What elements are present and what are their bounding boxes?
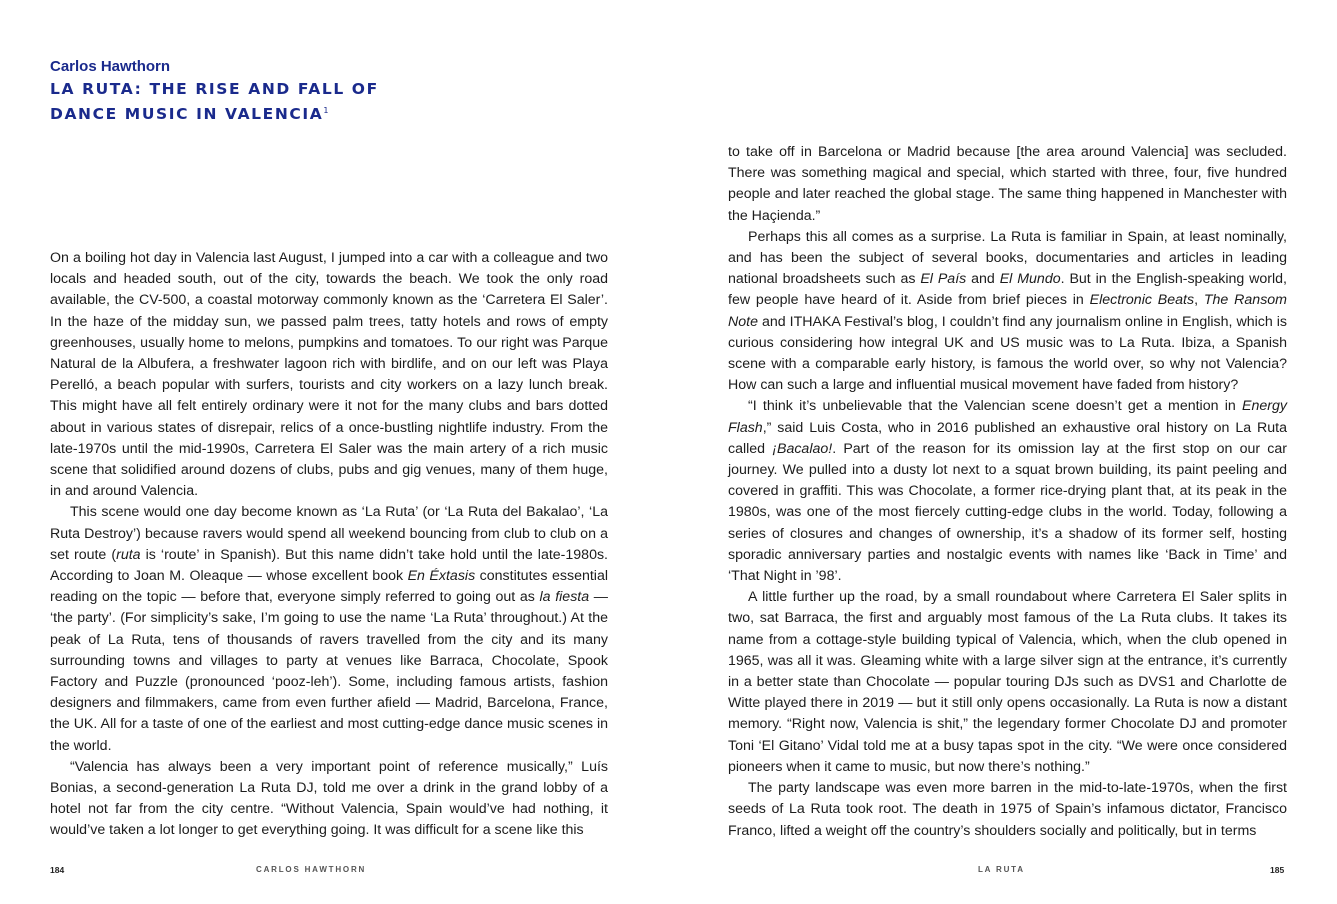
left-page — [0, 0, 668, 904]
paragraph: “I think it’s unbelievable that the Valencian scene doesn’t get a mention in Energy Flash,” said Luis Costa, who in 2016 published an exhaustive oral history on La Ruta called ¡Bacalao!. Part of the reason for its omission lay at the first stop on our car journey. We pulled into a dusty lot next to a squat brown building, its paint peeling and covered in graffiti. This was Chocolate, a former rice-drying plant that, at its peak in the 1980s, was one of the most fiercely cutting-edge clubs in the world. Today, following a series of closures and changes of ownership, it’s a shadow of its former self, hosting sporadic anniversary parties and nostalgic events with names like ‘Back in Time’ and ‘That Night in ’98’. — [728, 398, 1287, 585]
title-line-2 — [50, 100, 570, 125]
paragraph: On a boiling hot day in Valencia last August, I jumped into a car with a colleague and two locals and headed south, out of the city, towards the beach. We took the only road available, the CV-500, a coastal motorway commonly known as the ‘Carretera El Saler’. In the haze of the midday sun, we passed palm trees, tatty hotels and rows of empty greenhouses, usually home to melons, pumpkins and tomatoes. To our right was Parque Natural de la Albufera, a freshwater lagoon rich with birdlife, and on our left was Playa Perelló, a beach popular with surfers, tourists and city workers on a lazy lunch break. This might have all felt entirely ordinary were it not for the many clubs and bars dotted about in various states of disrepair, relics of a once-bustling nightlife industry. From the late-1970s until the mid-1990s, Carretera El Saler was the main artery of a rich music scene that solidified around dozens of clubs, pubs and gig venues, many of them huge, in and around Valencia. — [50, 250, 608, 500]
right-body-text — [728, 142, 1287, 842]
right-page — [668, 0, 1337, 904]
running-head-right: LA RUTA — [978, 865, 1025, 874]
publication-title: El País — [920, 271, 967, 288]
left-body-text — [50, 248, 608, 842]
running-head-left: CARLOS HAWTHORN — [256, 865, 367, 874]
book-title: En Éxtasis — [407, 568, 476, 585]
publication-title: El Mundo — [999, 271, 1061, 288]
book-title: Energy Flash — [728, 398, 1287, 436]
paragraph: “Valencia has always been a very important point of reference musically,” Luís Bonias, a second-generation La Ruta DJ, told me over a drink in the grand lobby of a hotel not far from the city centre. “Without Valencia, Spain would’ve had nothing, it would’ve taken a lot longer to get everything going. It was difficult for a scene like this — [50, 758, 608, 839]
title-line-1: LA RUTA: THE RISE AND FALL OF — [50, 80, 379, 98]
book-title: ¡Bacalao! — [772, 440, 833, 457]
article-title — [50, 79, 570, 125]
italic-term: la fiesta — [539, 589, 590, 606]
publication-title: The Ransom Note — [728, 292, 1287, 330]
paragraph: The party landscape was even more barren in the mid-to-late-1970s, when the first seeds of La Ruta took root. The death in 1975 of Spain’s infamous dictator, Francisco Franco, lifted a weight off the country’s shoulders socially and politically, but in terms — [728, 780, 1287, 839]
paragraph: Perhaps this all comes as a surprise. La Ruta is familiar in Spain, at least nominally, and has been the subject of several books, documentaries and articles in leading national broadsheets such as El País and El Mundo. But in the English-speaking world, few people have heard of it. Aside from brief pieces in Electronic Beats, The Ransom Note and ITHAKA Festival’s blog, I couldn’t find any journalism online in English, which is curious considering how integral UK and US music was to La Ruta. Ibiza, a Spanish scene with a comparable early history, is famous the world over, so why not Valencia? How can such a large and influential musical movement have faded from history? — [728, 228, 1287, 394]
page-number-left: 184 — [50, 865, 65, 875]
paragraph: This scene would one day become known as ‘La Ruta’ (or ‘La Ruta del Bakalao’, ‘La Ruta Destroy’) because ravers would spend all weekend bouncing from club to club on a set route (ruta is ‘route’ in Spanish). But this name didn’t take hold until the late-1980s. According to Joan M. Oleaque — whose excellent book En Éxtasis constitutes essential reading on the topic — before that, everyone simply referred to going out as la fiesta — ‘the party’. (For simplicity’s sake, I’m going to use the name ‘La Ruta’ throughout.) At the peak of La Ruta, tens of thousands of ravers travelled from the city and its many surrounding towns and villages to party at venues like Barraca, Chocolate, Spook Factory and Puzzle (pronounced ‘pooz-leh’). Some, including famous artists, fashion designers and filmmakers, came from even further afield — Madrid, Barcelona, France, the UK. All for a taste of one of the earliest and most cutting-edge dance music scenes in the world. — [50, 504, 608, 754]
publication-title: Electronic Beats — [1089, 292, 1195, 309]
paragraph: to take off in Barcelona or Madrid because [the area around Valencia] was secluded. There was something magical and special, which started with three, four, five hundred people and later reached the global stage. The same thing happened in Manchester with the Haçienda.” — [728, 144, 1287, 224]
author-name: Carlos Hawthorn — [50, 58, 171, 75]
title-footnote-marker[interactable]: 1 — [323, 106, 329, 115]
title-line-2-text: DANCE MUSIC IN VALENCIA — [50, 105, 324, 124]
page-number-right: 185 — [1270, 865, 1285, 875]
italic-term: ruta — [116, 546, 141, 563]
paragraph: A little further up the road, by a small roundabout where Carretera El Saler splits in two, sat Barraca, the first and arguably most famous of the La Ruta clubs. It takes its name from a cottage-style building typical of Valencia, which, when the club opened in 1965, was all it was. Gleaming white with a large silver sign at the entrance, it’s currently in a better state than Chocolate — popular touring DJs such as DVS1 and Charlotte de Witte played there in 2019 — but it still only opens occasionally. La Ruta is now a distant memory. “Right now, Valencia is shit,” the legendary former Chocolate DJ and promoter Toni ‘El Gitano’ Vidal told me at a busy tapas spot in the city. “We were once considered pioneers when it came to music, but now there’s nothing.” — [728, 589, 1287, 775]
